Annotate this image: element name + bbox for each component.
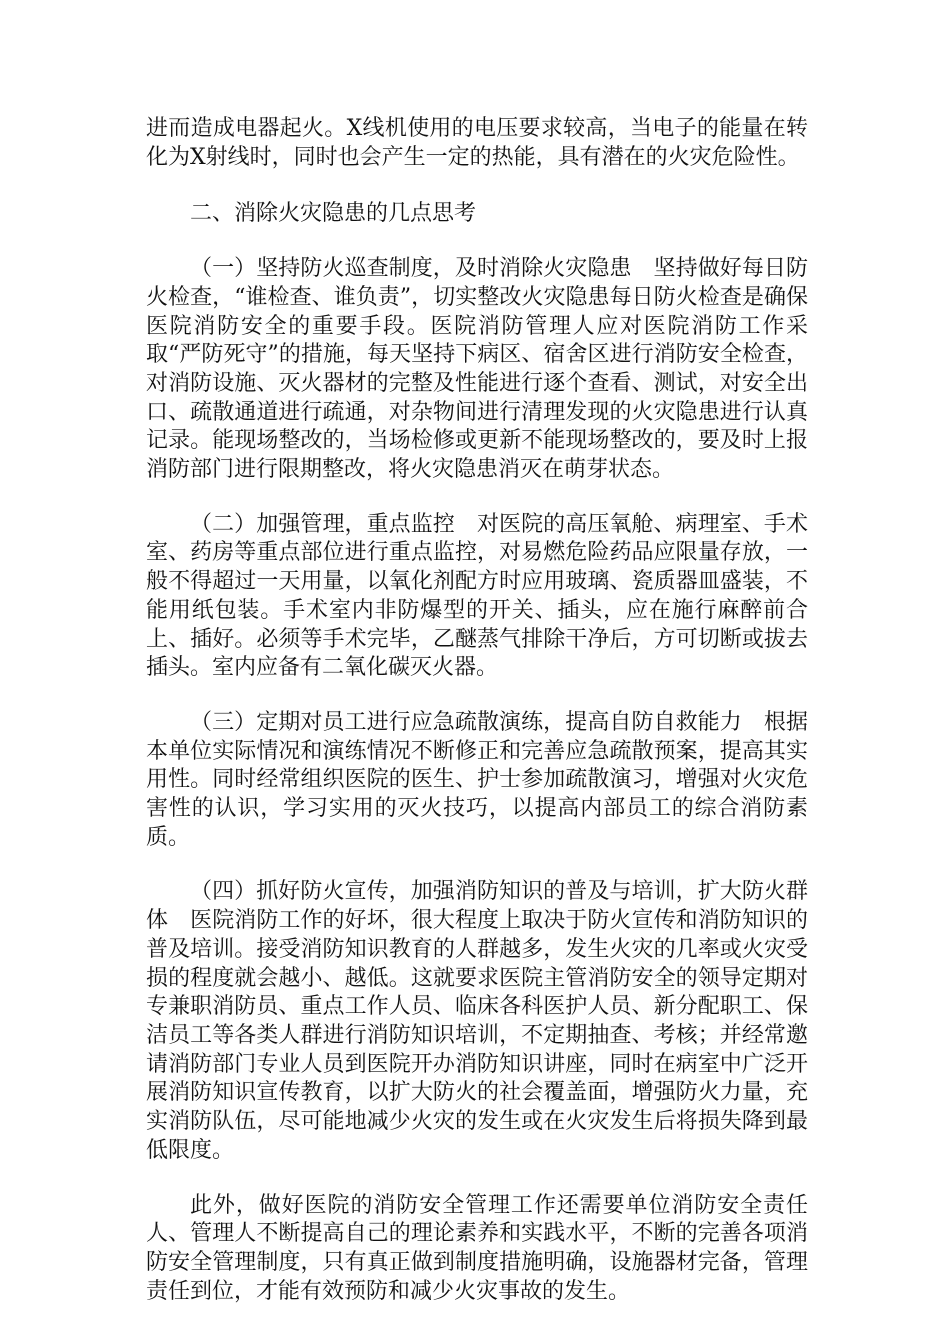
subsection-body-4: 医院消防工作的好坏，很大程度上取决于防火宣传和消防知识的普及培训。接受消防知识教育的人群越多，发生火灾的几率或火灾受损的程度就会越小、越低。这就要求医院主管消防安全的领导定期对专兼职消防员、重点工作人员、临床各科医护人员、新分配职工、保洁员工等各类人群进行消防知识培训，不定期抽查、考核；并经常邀请消防部门专业人员到医院开办消防知识讲座，同时在病室中广泛开展消防知识宣传教育，以扩大防火的社会覆盖面，增强防火力量，充实消防队伍，尽可能地减少火灾的发生或在火灾发生后将损失降到最低限度。 xyxy=(146,908,808,1163)
section-heading: 二、消除火灾隐患的几点思考 xyxy=(190,201,477,227)
subsection-body-1: 坚持做好每日防火检查，“谁检查、谁负责”，切实整改火灾隐患每日防火检查是确保医院消防安全的重要手段。医院消防管理人应对医院消防工作采取“严防死守”的措施，每天坚持下病区、宿舍区进行消防安全检查，对消防设施、灭火器材的完整及性能进行逐个查看、测试，对安全出口、疏散通道进行疏通，对杂物间进行清理发现的火灾隐患进行认真记录。能现场整改的，当场检修或更新不能现场整改的，要及时上报消防部门进行限期整改，将火灾隐患消灭在萌芽状态。 xyxy=(146,256,808,483)
subsection-paragraph-3 xyxy=(146,709,808,853)
document-page xyxy=(146,115,808,1306)
subsection-heading-2: （二）加强管理，重点监控 xyxy=(190,511,455,537)
subsection-body-2: 对医院的高压氧舱、病理室、手术室、药房等重点部位进行重点监控，对易燃危险药品应限量存放，一般不得超过一天用量，以氧化剂配方时应用玻璃、瓷质器皿盛装，不能用纸包装。手术室内非防爆型的开关、插头，应在施行麻醉前合上、插好。必须等手术完毕，乙醚蒸气排除干净后，方可切断或拔去插头。室内应备有二氧化碳灭火器。 xyxy=(146,511,808,681)
subsection-heading-4: （四）抓好防火宣传，加强消防知识的普及与培训，扩大防火群体 xyxy=(146,879,808,934)
subsection-body-3: 根据本单位实际情况和演练情况不断修正和完善应急疏散预案，提高其实用性。同时经常组织医院的医生、护士参加疏散演习，增强对火灾危害性的认识，学习实用的灭火技巧，以提高内部员工的综合消防素质。 xyxy=(146,709,808,850)
subsection-paragraph-4 xyxy=(146,878,808,1165)
subsection-paragraph-2 xyxy=(146,511,808,683)
subsection-heading-1: （一）坚持防火巡查制度，及时消除火灾隐患 xyxy=(190,256,632,282)
subsection-heading-3: （三）定期对员工进行应急疏散演练，提高自防自救能力 xyxy=(190,709,742,735)
paragraph-continuation: 进而造成电器起火。X线机使用的电压要求较高，当电子的能量在转化为X射线时，同时也会产生一定的热能，具有潜在的火灾危险性。 xyxy=(146,116,808,170)
subsection-paragraph-1 xyxy=(146,255,808,485)
closing-paragraph: 此外，做好医院的消防安全管理工作还需要单位消防安全责任人、管理人不断提高自己的理论素养和实践水平，不断的完善各项消防安全管理制度，只有真正做到制度措施明确，设施器材完备，管理责任到位，才能有效预防和减少火灾事故的发生。 xyxy=(146,1192,808,1304)
